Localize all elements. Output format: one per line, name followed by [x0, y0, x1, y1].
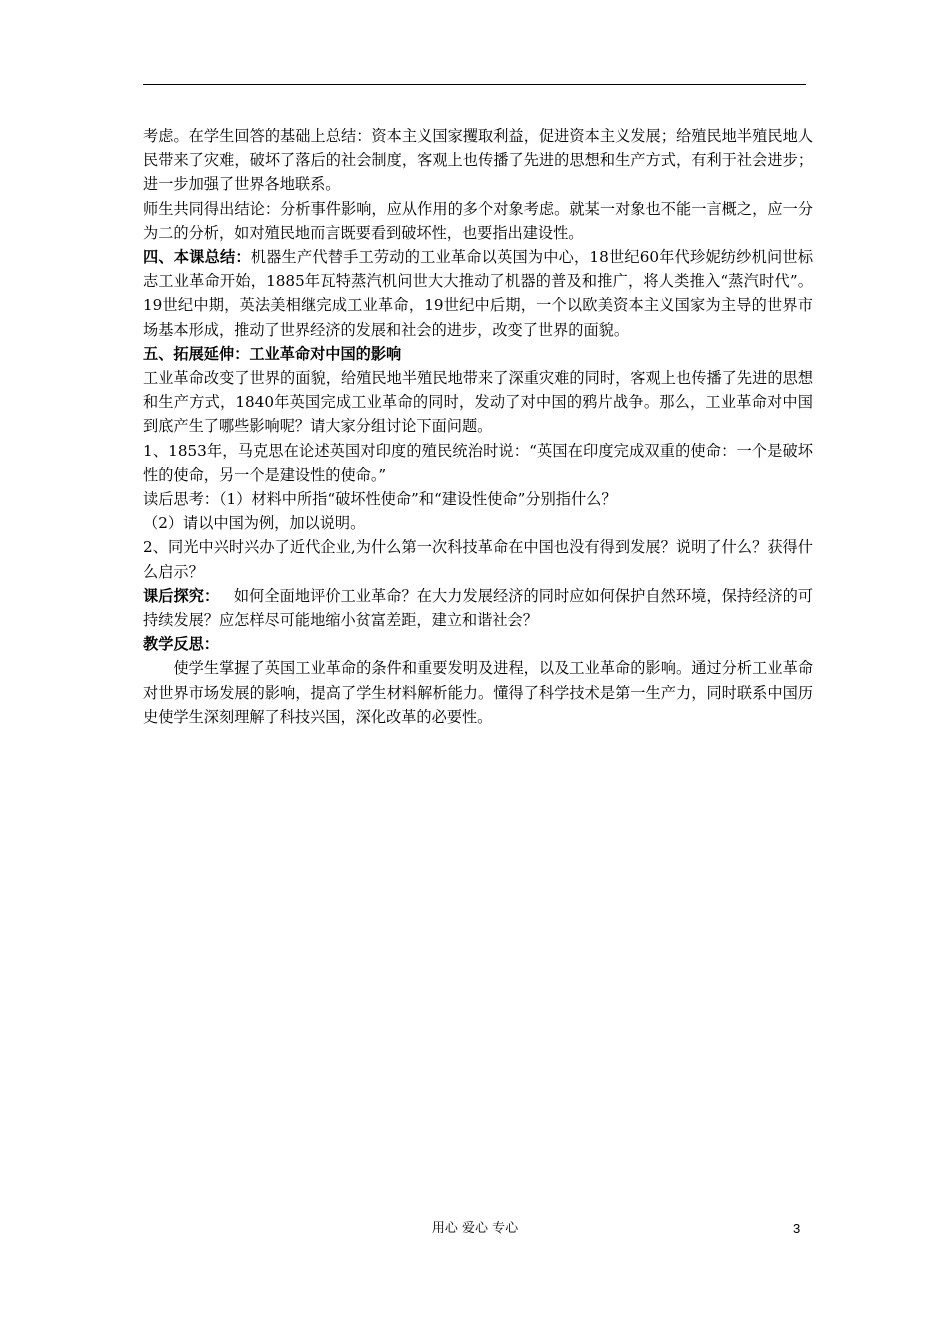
extension-question-2: 2、同光中兴时兴办了近代企业,为什么第一次科技革命在中国也没有得到发展？说明了什么？获得什么启示？ — [143, 538, 813, 581]
footer-motto: 用心 爱心 专心 — [431, 1221, 519, 1236]
header-rule — [143, 84, 806, 85]
after-class-heading: 课后探究： — [143, 586, 220, 605]
section-summary-heading: 四、本课总结： — [143, 248, 251, 267]
after-class-text: 如何全面地评价工业革命？在大力发展经济的同时应如何保护自然环境，保持经济的可持续发展？应怎样尽可能地缩小贫富差距，建立和谐社会？ — [143, 586, 814, 630]
extension-question-1: 1、1853年，马克思在论述英国对印度的殖民统治时说：“英国在印度完成双重的使命：一个是破坏性的使命，另一个是建设性的使命。” — [143, 441, 813, 484]
section-extension-heading: 五、拓展延伸：工业革命对中国的影响 — [143, 344, 402, 363]
extension-intro: 工业革命改变了世界的面貌，给殖民地半殖民地带来了深重灾难的同时，客观上也传播了先进的思想和生产方式，1840年英国完成工业革命的同时，发动了对中国的鸦片战争。那么，工业革命对中国到底产生了哪些影响呢？请大家分组讨论下面问题。 — [143, 369, 813, 436]
extension-question-1-think-2: （2）请以中国为例，加以说明。 — [143, 514, 366, 533]
paragraph-conclusion-summary: 考虑。在学生回答的基础上总结：资本主义国家攫取利益，促进资本主义发展；给殖民地半殖民地人民带来了灾难，破坏了落后的社会制度，客观上也传播了先进的思想和生产方式，有利于社会进步；进一步加强了世界各地联系。 — [143, 127, 813, 194]
document-body — [143, 124, 813, 729]
reflection-text: 使学生掌握了英国工业革命的条件和重要发明及进程，以及工业革命的影响。通过分析工业革命对世界市场发展的影响，提高了学生材料解析能力。懂得了科学技术是第一生产力，同时联系中国历史使学生深刻理解了科技兴国，深化改革的必要性。 — [143, 659, 813, 726]
page-number: 3 — [793, 1221, 801, 1236]
reflection-heading: 教学反思： — [143, 635, 219, 654]
section-summary-text: 机器生产代替手工劳动的工业革命以英国为中心，18世纪60年代珍妮纺纱机问世标志工业革命开始，1885年瓦特蒸汽机问世大大推动了机器的普及和推广，将人类推入“蒸汽时代”。19世纪中期，英法美相继完成工业革命，19世纪中后期，一个以欧美资本主义国家为主导的世界市场基本形成，推动了世界经济的发展和社会的进步，改变了世界的面貌。 — [143, 248, 814, 339]
section-summary — [143, 245, 813, 342]
section-after-class — [143, 584, 813, 632]
paragraph-teacher-student-conclusion: 师生共同得出结论：分析事件影响，应从作用的多个对象考虑。就某一对象也不能一言概之，应一分为二的分析，如对殖民地而言既要看到破坏性，也要指出建设性。 — [143, 199, 813, 242]
extension-question-1-think: 读后思考：（1）材料中所指“破坏性使命”和“建设性使命”分别指什么？ — [143, 490, 617, 509]
